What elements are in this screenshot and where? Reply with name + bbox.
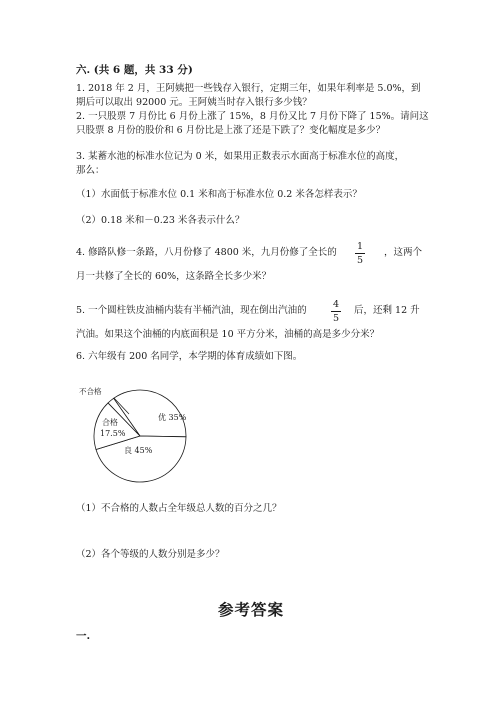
q3-line2: 那么：: [76, 165, 105, 176]
q5-fraction-denominator: 5: [332, 313, 340, 324]
q5-line1b: 后，还剩 12 升: [354, 305, 420, 316]
q4-line2: 月一共修了全长的 60%，这条路全长多少米？: [76, 271, 272, 282]
slice-label-qualified: 合格: [102, 418, 118, 427]
q4-fraction-denominator: 5: [356, 255, 364, 266]
q5-fraction-numerator: 4: [332, 299, 340, 310]
q5-fraction: [330, 299, 342, 324]
q5-line2: 汽油。如果这个油桶的内底面积是 10 平方分米，油桶的高是多少分米？: [76, 329, 380, 340]
slice-value-qualified: 17.5%: [100, 429, 126, 438]
grades-pie-chart: [76, 384, 206, 484]
answers-part1: 一.: [76, 630, 91, 642]
q3-line1: 3. 某蓄水池的标准水位记为 0 米，如果用正数表示水面高于标准水位的高度，: [76, 151, 405, 162]
q6-sub1: （1）不合格的人数占全年级总人数的百分之几？: [76, 503, 282, 514]
slice-label-excellent: 优 35%: [158, 413, 187, 422]
q4-line1b: ，这两个: [384, 247, 423, 258]
slice-label-unqualified: 不合格: [79, 387, 102, 396]
answers-title: 参考答案: [218, 600, 285, 619]
q6-sub2: （2）各个等级的人数分别是多少？: [76, 549, 225, 560]
q5-line1a: 5. 一个圆柱铁皮油桶内装有半桶汽油，现在倒出汽油的: [76, 305, 307, 316]
section-heading: 六. (共 6 题，共 33 分): [76, 64, 193, 76]
q2-line1: 2. 一只股票 7 月份比 6 月份上涨了 15%，8 月份又比 7 月份下降了 15%。请问这: [76, 111, 429, 122]
fraction-bar: [355, 253, 365, 254]
q3-sub2: （2）0.18 米和－0.23 米各表示什么？: [76, 215, 245, 226]
q1-line1: 1. 2018 年 2 月，王阿姨把一些钱存入银行，定期三年，如果年利率是 5.0%，到: [76, 83, 421, 94]
q6-line1: 6. 六年级有 200 名同学，本学期的体育成绩如下图。: [76, 351, 303, 362]
q2-line2: 只股票 8 月份的股价和 6 月份比是上涨了还是下跌了？变化幅度是多少？: [76, 125, 386, 136]
q1-line2: 期后可以取出 92000 元。王阿姨当时存入银行多少钱？: [76, 97, 312, 108]
q4-fraction: [354, 241, 366, 266]
fraction-bar: [331, 311, 341, 312]
q3-sub1: （1）水面低于标准水位 0.1 米和高于标准水位 0.2 米各怎样表示？: [76, 189, 362, 200]
q4-line1a: 4. 修路队修一条路，八月份修了 4800 米，九月份修了全长的: [76, 247, 337, 258]
slice-label-good: 良 45%: [124, 446, 153, 455]
q4-fraction-numerator: 1: [356, 241, 364, 252]
